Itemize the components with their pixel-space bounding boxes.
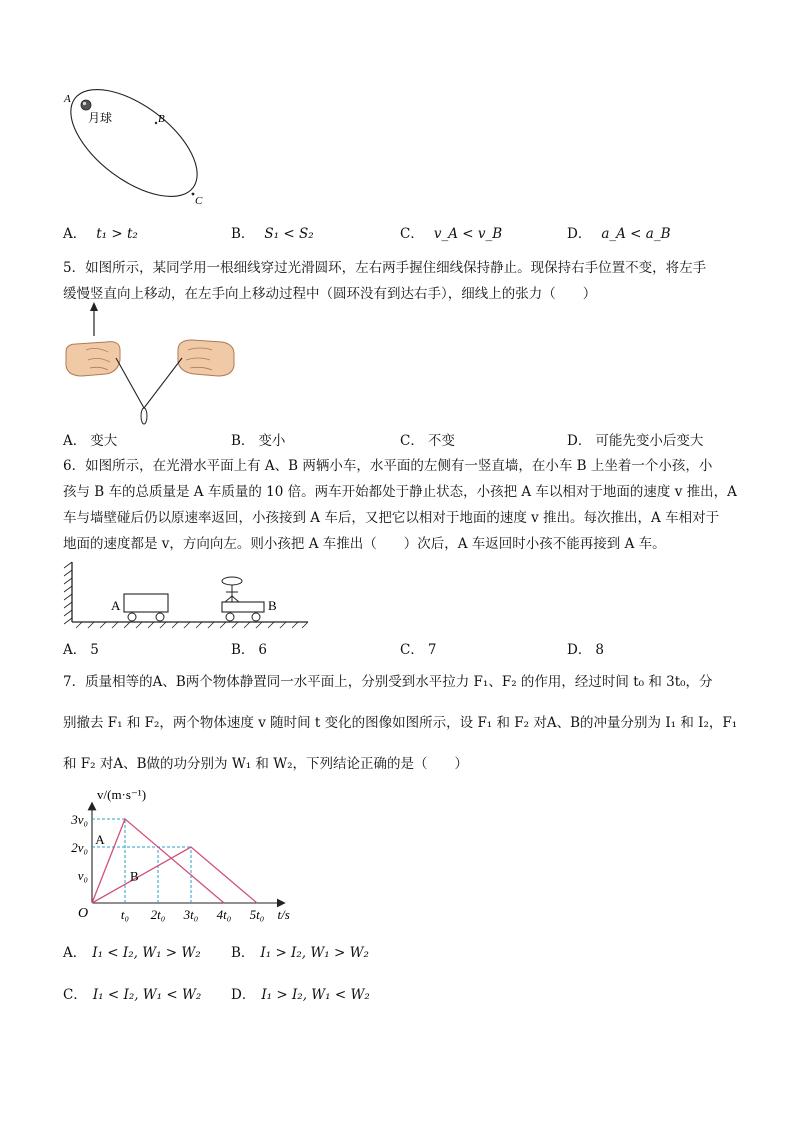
q7-option-d[interactable]: D． I₁ > I₂, W₁ < W₂ [231, 987, 370, 1003]
q6-stem-line-2: 孩与 B 车的总质量是 A 车质量的 10 倍。两车开始都处于静止状态，小孩把 A 车以相对于地面的速度 v 推出，A [63, 484, 737, 500]
orbit-option-c[interactable]: C． v_A < v_B [400, 226, 503, 242]
cart-b-label: B [268, 598, 277, 613]
x-tick-label-3: 3t₀ [183, 907, 199, 922]
orbit-point-a-label: A [64, 93, 71, 105]
orbit-point-c-dot [192, 193, 195, 196]
ring-icon [141, 408, 147, 424]
q6-stem-line-4: 地面的速度都是 v，方向向左。则小孩把 A 车推出（ ）次后，A 车返回时小孩不能再接到 A 车。 [63, 536, 666, 552]
carts-wall-figure [62, 556, 312, 632]
x-tick-label-2: 2t₀ [150, 907, 166, 922]
x-tick-label-5: 5t₀ [249, 907, 265, 922]
x-axis-label: t/s [277, 907, 290, 922]
orbit-option-a[interactable]: A． t₁ > t₂ [63, 226, 138, 242]
q7-stem-line-1: 7．质量相等的A、B两个物体静置同一水平面上，分别受到水平拉力 F₁、F₂ 的作用，经过时间 t₀ 和 3t₀，分 [63, 674, 713, 690]
orbit-option-b[interactable]: B． S₁ < S₂ [231, 226, 314, 242]
moon-orbit-figure [60, 88, 220, 213]
q5-stem-line-2: 缓慢竖直向上移动，在左手向上移动过程中（圆环没有到达右手），细线上的张力（ ） [63, 286, 597, 302]
q7-stem-line-2: 别撤去 F₁ 和 F₂，两个物体速度 v 随时间 t 变化的图像如图所示，设 F₁ 和 F₂ 对A、B的冲量分别为 I₁ 和 I₂，F₁ [63, 715, 738, 731]
orbit-option-d[interactable]: D． a_A < a_B [567, 226, 671, 242]
orbit-point-b-label: B [158, 113, 165, 125]
q6-stem-line-1: 6．如图所示，在光滑水平面上有 A、B 两辆小车，水平面的左侧有一竖直墙，在小车 B 上坐着一个小孩，小 [63, 458, 713, 474]
velocity-time-chart [60, 786, 320, 926]
up-arrow-icon [90, 302, 98, 311]
series-label-a: A [95, 832, 105, 848]
string-line [116, 358, 182, 408]
cart-a-label: A [111, 598, 121, 613]
orbit-point-c-label: C [195, 195, 203, 207]
moon-label: 月球 [88, 111, 113, 125]
q6-option-b[interactable]: B． 6 [231, 642, 268, 658]
y-tick-label-2: 2v₀ [71, 840, 88, 855]
q5-option-c[interactable]: C． 不变 [400, 433, 455, 449]
q5-option-a[interactable]: A． 变大 [63, 433, 118, 449]
y-tick-label-1: v₀ [77, 868, 88, 883]
q5-option-b[interactable]: B． 变小 [231, 433, 286, 449]
x-tick-label-1: t₀ [120, 907, 130, 922]
orbit-point-b-dot [155, 122, 157, 124]
y-axis-label: v/(m·s⁻¹) [97, 787, 147, 802]
series-line-b [92, 847, 257, 903]
q6-option-c[interactable]: C． 7 [400, 642, 437, 658]
child-icon [222, 577, 242, 585]
q6-stem-line-3: 车与墙壁碰后仍以原速率返回，小孩接到 A 车后，又把它以相对于地面的速度 v 推出。每次推出，A 车相对于 [63, 510, 720, 526]
q5-stem-line-1: 5．如图所示，某同学用一根细线穿过光滑圆环，左右两手握住细线保持静止。现保持右手位置不变，将左手 [63, 260, 707, 276]
q7-option-a[interactable]: A． I₁ < I₂, W₁ > W₂ [63, 945, 201, 961]
hands-string-figure [62, 300, 242, 428]
q7-stem-line-3: 和 F₂ 对A、B做的功分别为 W₁ 和 W₂，下列结论正确的是（ ） [63, 756, 468, 772]
q7-option-c[interactable]: C． I₁ < I₂, W₁ < W₂ [63, 987, 202, 1003]
q6-option-d[interactable]: D． 8 [567, 642, 604, 658]
x-tick-label-4: 4t₀ [216, 907, 232, 922]
origin-label: O [78, 906, 89, 921]
q6-option-a[interactable]: A． 5 [63, 642, 99, 658]
q7-option-b[interactable]: B． I₁ > I₂, W₁ > W₂ [231, 945, 369, 961]
moon-icon [81, 100, 91, 110]
y-tick-label-3: 3v₀ [71, 812, 88, 827]
cart-a [124, 594, 168, 612]
q5-option-d[interactable]: D． 可能先变小后变大 [567, 433, 704, 449]
series-label-b: B [129, 868, 139, 884]
cart-b [222, 602, 264, 612]
right-hand-icon [178, 340, 234, 376]
